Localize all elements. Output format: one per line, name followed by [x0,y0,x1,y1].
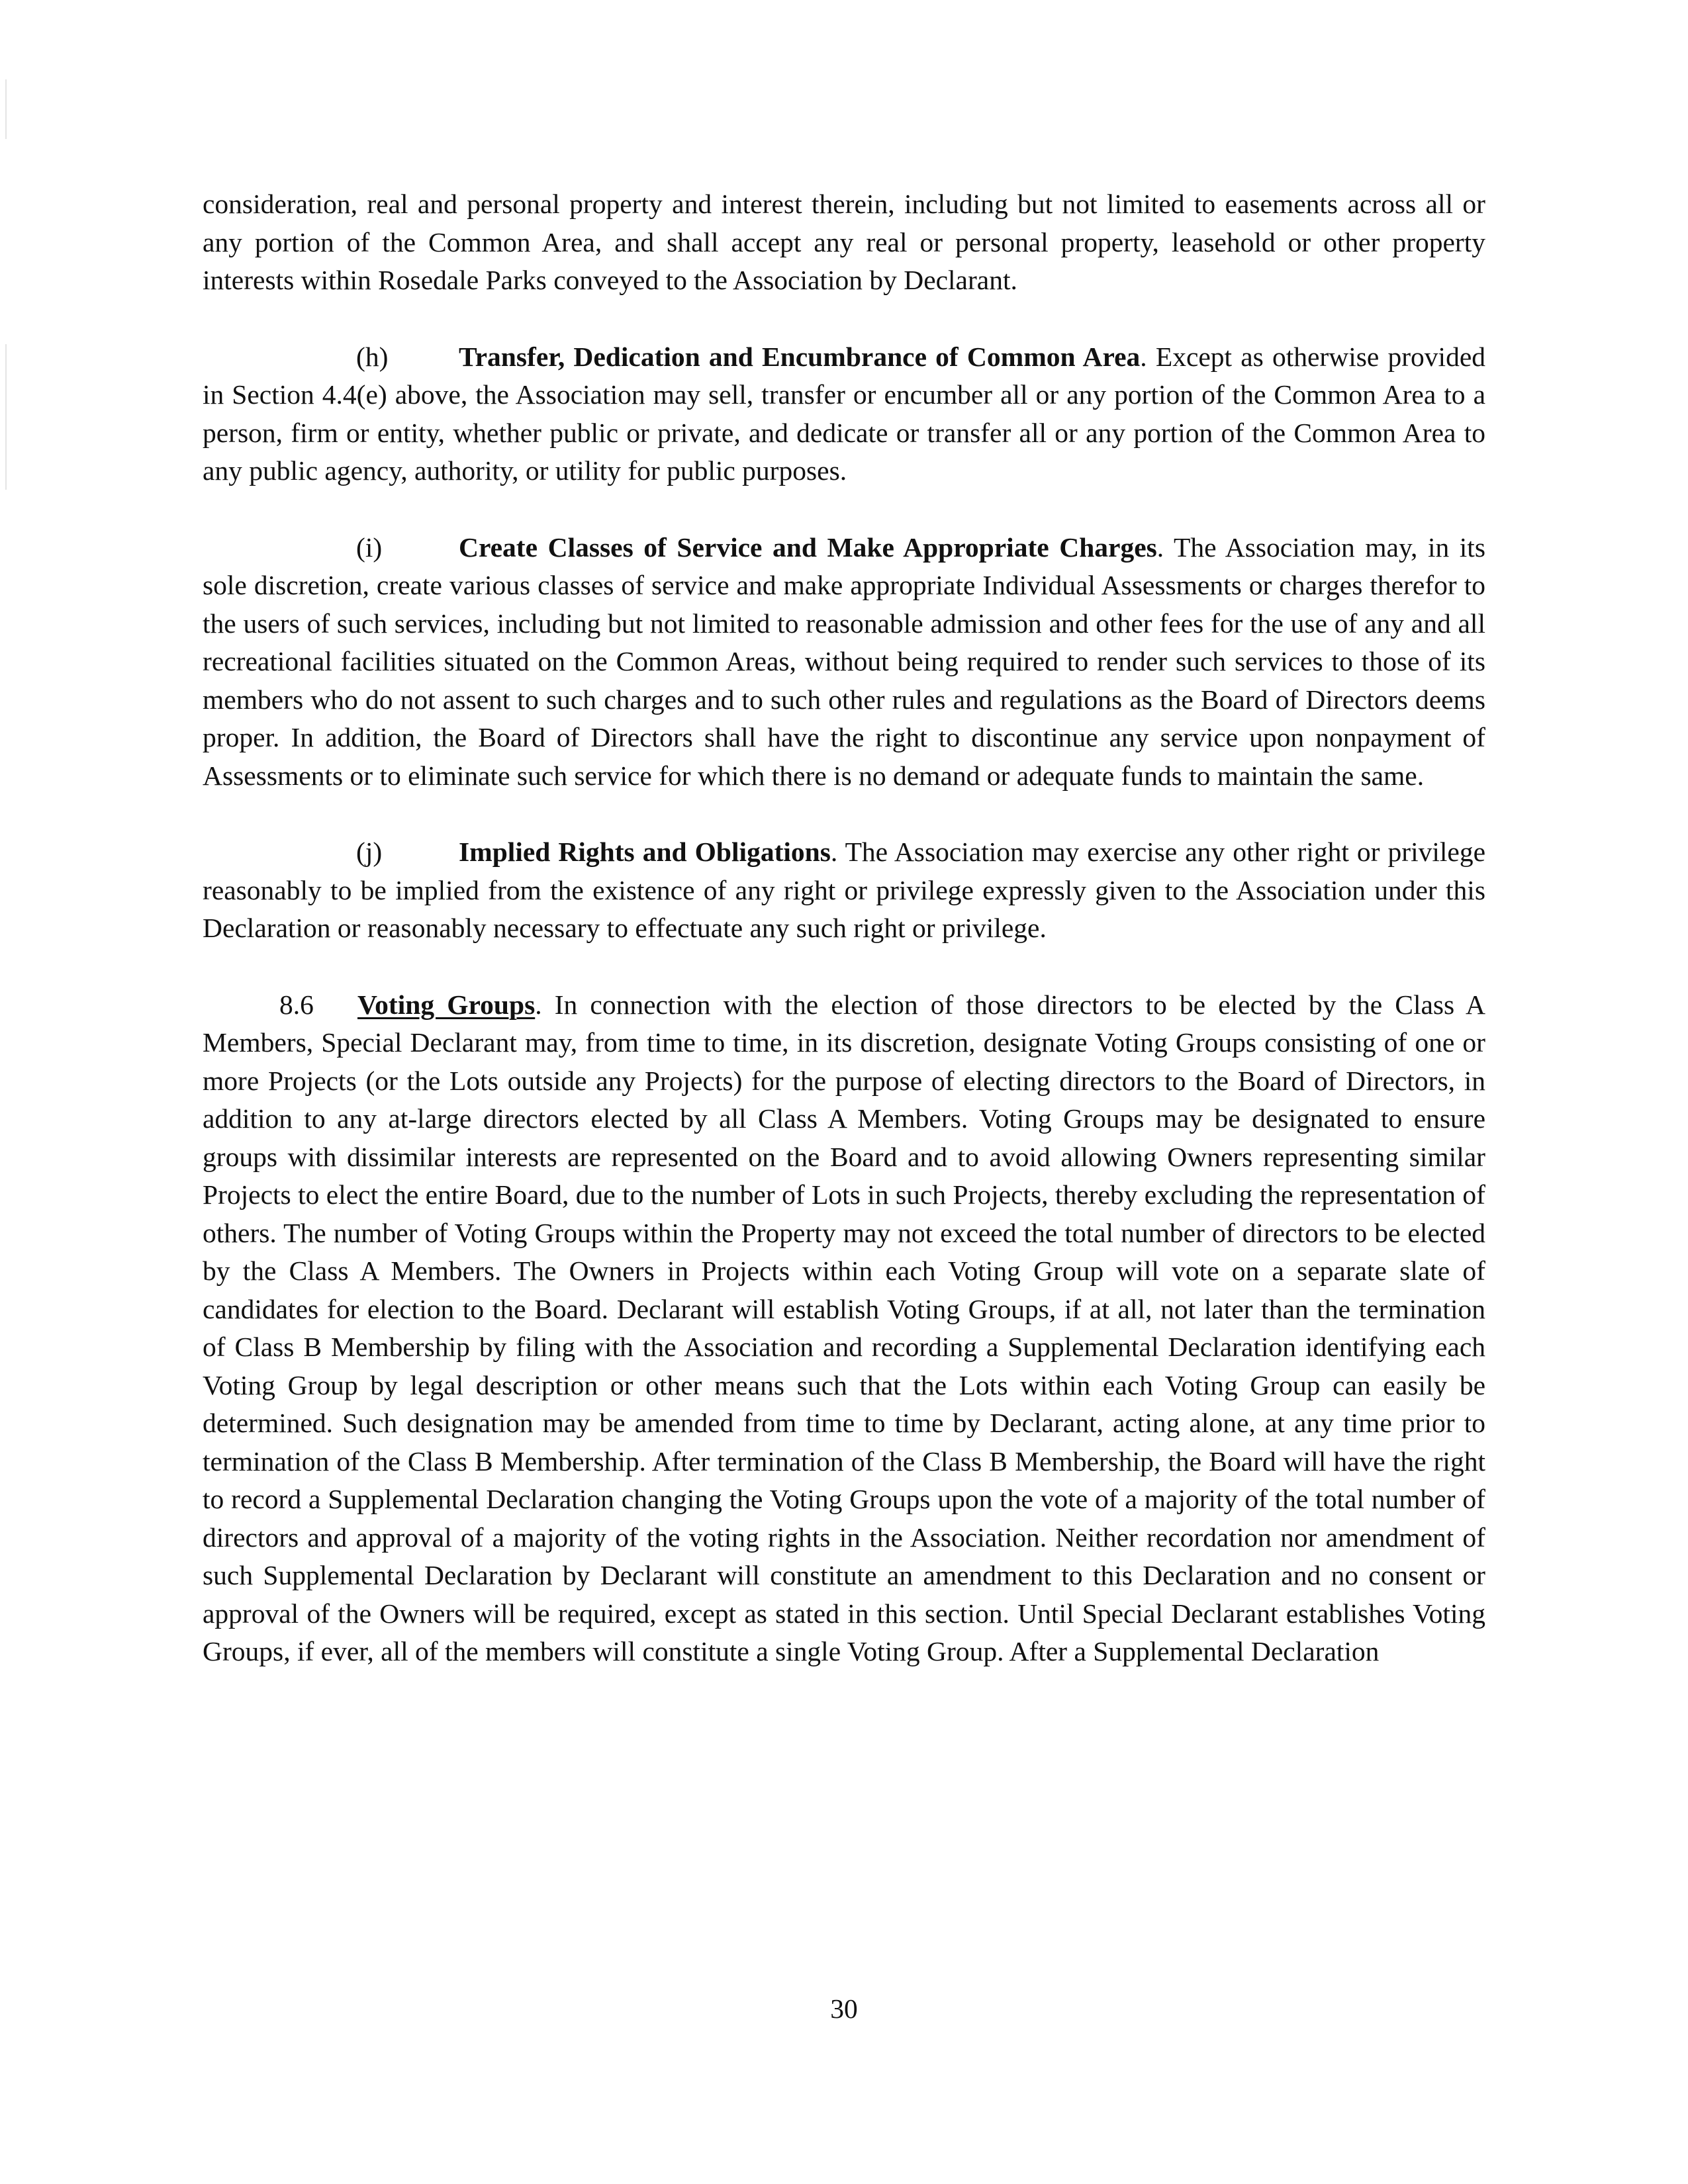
paragraph-heading: Implied Rights and Obligations [459,837,831,867]
section-text: . In connection with the election of those directors to be elected by the Class A Members, Special Declarant may, from time to time, in its discretion, designate Voting Groups consisting of one or more Projects (or the Lots outside any Projects) for the purpose of electing directors to the Board of Directors, in addition to any at-large directors elected by all Class A Members. Voting Groups may be designated to ensure groups with dissimilar interests are represented on the Board and to avoid allowing Owners representing similar Projects to elect the entire Board, due to the number of Lots in such Projects, thereby excluding the representation of others. The number of Voting Groups within the Property may not exceed the total number of directors to be elected by the Class A Members. The Owners in Projects within each Voting Group will vote on a separate slate of candidates for election to the Board. Declarant will establish Voting Groups, if at all, not later than the termination of Class B Membership by filing with the Association and recording a Supplemental Declaration identifying each Voting Group by legal description or other means such that the Lots within each Voting Group can easily be determined. Such designation may be amended from time to time by Declarant, acting alone, at any time prior to termination of the Class B Membership. After termination of the Class B Membership, the Board will have the right to record a Supplemental Declaration changing the Voting Groups upon the vote of a majority of the total number of directors and approval of a majority of the voting rights in the Association. Neither recordation nor amendment of such Supplemental Declaration by Declarant will constitute an amendment to this Declaration and no consent or approval of the Owners will be required, except as stated in this section. Until Special Declarant establishes Voting Groups, if ever, all of the members will constitute a single Voting Group. After a Supplemental Declaration [203,989,1486,1666]
paragraph-number: (j) [356,837,383,867]
section-8-6 [203,986,1485,1671]
paragraph-text: . The Association may, in its sole discretion, create various classes of service and make appropriate Individual Assessments or charges therefor to the users of such services, including but not limited to reasonable admission and other fees for the use of any and all recreational facilities situated on the Common Areas, without being required to render such services to those of its members who do not assent to such charges and to such other rules and regulations as the Board of Directors deems proper. In addition, the Board of Directors shall have the right to discontinue any service upon nonpayment of Assessments or to eliminate such service for which there is no demand or adequate funds to maintain the same. [203,531,1485,791]
paragraph-number: (i) [356,531,383,563]
paragraph-text: consideration, real and personal property and interest therein, including but not limited to easements across all or any portion of the Common Area, and shall accept any real or personal property, leasehold or other property interests within Rosedale Parks conveyed to the Association by Declarant. [203,189,1485,295]
document-body [203,185,1485,1709]
paragraph-text: . Except as otherwise provided in Section 4.4(e) above, the Association may sell, transfer or encumber all or any portion of the Common Area to a person, firm or entity, whether public or private, and dedicate or transfer all or any portion of the Common Area to any public agency, authority, or utility for public purposes. [203,341,1486,486]
section-heading: Voting Groups [357,989,536,1020]
paragraph-i [203,529,1485,796]
paragraph-text: . The Association may exercise any other right or privilege reasonably to be implied from the existence of any right or privilege expressly given to the Association under this Declaration or reasonably necessary to effectuate any such right or privilege. [203,837,1486,943]
paragraph-heading: Create Classes of Service and Make Appropriate Charges [459,531,1157,563]
paragraph-number: (h) [356,341,389,372]
paragraph-heading: Transfer, Dedication and Encumbrance of Common Area [459,341,1141,372]
scan-edge-mark [5,344,7,490]
paragraph-g-continued [203,185,1485,300]
paragraph-h [203,338,1485,490]
page-number: 30 [830,1993,858,2024]
section-number: 8.6 [279,989,314,1020]
scan-edge-mark [5,79,7,139]
paragraph-j [203,833,1485,948]
